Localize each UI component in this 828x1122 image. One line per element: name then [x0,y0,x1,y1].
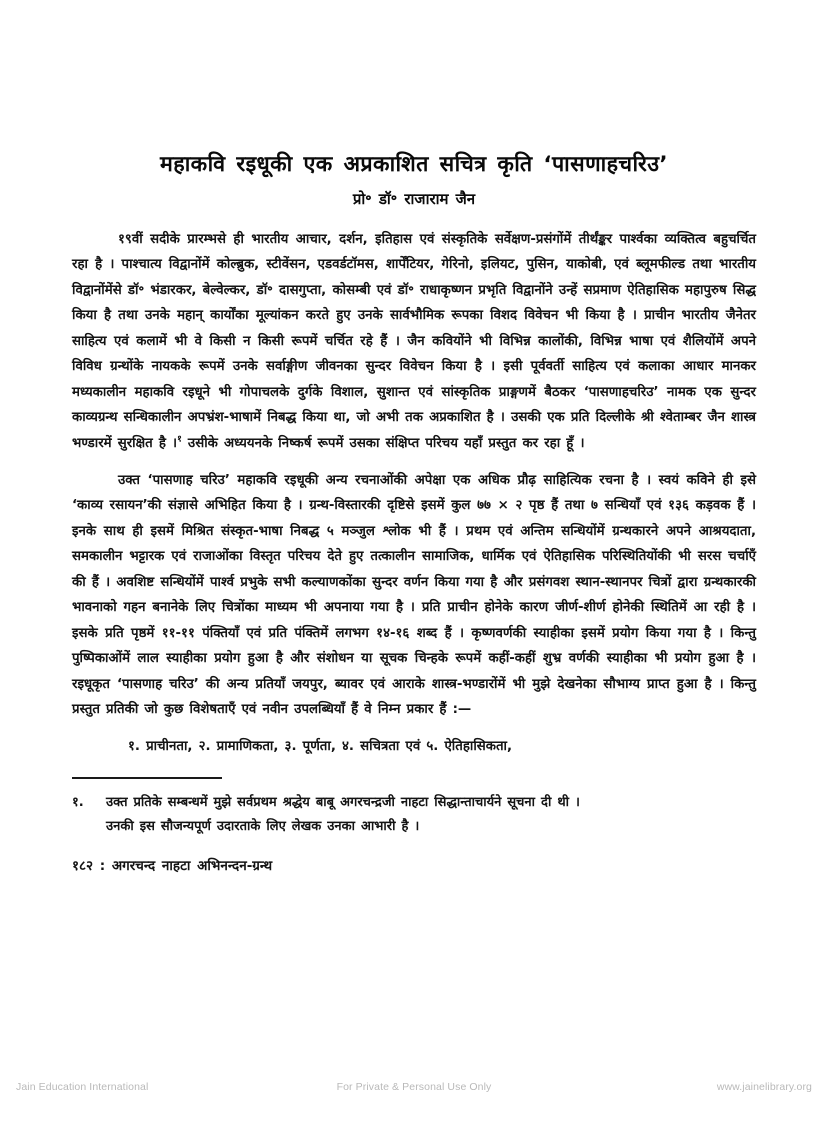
footnote-marker[interactable]: १ [177,434,182,445]
paragraph-1-text: १९वीं सदीके प्रारम्भसे ही भारतीय आचार, दर्शन, इतिहास एवं संस्कृतिके सर्वेक्षण-प्रसंगोंमें तीर्थंङ्कर पार्श्वका व्यक्तित्व बहुचर्चित रहा है । पाश्चात्य विद्वानोंमें कोल्ब्रुक, स्टीवेंसन, एडवर्डटॉमस, शार्पेंटियर, गेरिनो, इलियट, पुसिन, याकोबी, एवं ब्लूमफील्ड तथा भारतीय विद्वानोंमेंसे डॉ॰ भंडारकर, बेल्वेल्कर, डॉ॰ दासगुप्ता, कोसम्बी एवं डॉ॰ राधाकृष्णन प्रभृति विद्वानोंने उन्हें सप्रमाण ऐतिहासिक महापुरुष सिद्ध किया है तथा उनके महान् कार्योंका मूल्यांकन करते हुए उनके सार्वभौमिक रूपका विशद विवेचन भी किया है । प्राचीन भारतीय जैनेतर साहित्य एवं कलामें भी वे किसी न किसी रूपमें चर्चित रहे हैं । जैन कवियोंने भी विभिन्न कालोंकी, विभिन्न भाषा एवं शैलियोंमें अपने विविध ग्रन्थोंके नायकके रूपमें उनके सर्वाङ्गीण जीवनका सुन्दर विवेचन किया है । इसी पूर्ववर्ती साहित्य एवं कलाका आधार मानकर मध्यकालीन महाकवि रइधूने भी गोपाचलके दुर्गके विशाल, सुशान्त एवं सांस्कृतिक प्राङ्गणमें बैठकर ‘पासणाहचरिउ’ नामक एक सुन्दर काव्यग्रन्थ सन्धिकालीन अपभ्रंश-भाषामें निबद्ध किया था, जो अभी तक अप्रकाशित है । उसकी एक प्रति दिल्लीके श्री श्वेताम्बर जैन शास्त्र भण्डारमें सुरक्षित है । [72,231,756,451]
features-list-line: १. प्राचीनता, २. प्रामाणिकता, ३. पूर्णता, ४. सचित्रता एवं ५. ऐतिहासिकता, [128,738,513,754]
author-byline: प्रो॰ डॉ॰ राजाराम जैन [352,189,476,208]
body-paragraph-1 [72,227,756,457]
body-paragraph-2: उक्त ‘पासणाह चरिउ’ महाकवि रइधूकी अन्य रचनाओंकी अपेक्षा एक अधिक प्रौढ़ साहित्यिक रचना है । स्वयं कविने ही इसे ‘काव्य रसायन’की संज्ञासे अभिहित किया है । ग्रन्थ-विस्तारकी दृष्टिसे इसमें कुल ७७ × २ पृष्ठ हैं तथा ७ सन्धियाँ एवं १३६ कड़वक हैं । इनके साथ ही इसमें मिश्रित संस्कृत-भाषा निबद्ध ५ मञ्जुल श्लोक भी हैं । प्रथम एवं अन्तिम सन्धियोंमें ग्रन्थकारने अपने आश्रयदाता, समकालीन भट्टारक एवं राजाओंका विस्तृत परिचय देते हुए तत्कालीन सामाजिक, धार्मिक एवं ऐतिहासिक परिस्थितियोंकी भी सरस चर्चाएँ की हैं । अवशिष्ट सन्धियोंमें पार्श्व प्रभुके सभी कल्याणकोंका सुन्दर वर्णन किया गया है और प्रसंगवश स्थान-स्थानपर चित्रों द्वारा ग्रन्थकारकी भावनाको गहन बनानेके लिए चित्रोंका माध्यम भी अपनाया गया है । प्रति प्राचीन होनेके कारण जीर्ण-शीर्ण होनेकी स्थितिमें आ रही है । इसके प्रति पृष्ठमें ११-११ पंक्तियाँ एवं प्रति पंक्तिमें लगभग १४-१६ शब्द हैं । कृष्णवर्णकी स्याहीका इसमें प्रयोग किया गया है । किन्तु पुष्पिकाओंमें लाल स्याहीका प्रयोग हुआ है और संशोधन या सूचक चिन्हके रूपमें कहीं-कहीं शुभ्र वर्णकी स्याहीका भी प्रयोग हुआ है । रइधूकृत ‘पासणाह चरिउ’ की अन्य प्रतियाँ जयपुर, ब्यावर एवं आराके शास्त्र-भण्डारोंमें भी मुझे देखनेका सौभाग्य प्राप्त हुआ है । किन्तु प्रस्तुत प्रतिकी जो कुछ विशेषताएँ एवं नवीन उपलब्धियाँ हैं वे निम्न प्रकार हैं :— [72,472,756,718]
footer-usage-notice: For Private & Personal Use Only [336,1081,492,1093]
footnote-line-1: उक्त प्रतिके सम्बन्धमें मुझे सर्वप्रथम श्रद्धेय बाबू अगरचन्द्रजी नाहटा सिद्धान्ताचार्यने सूचना दी थी । [106,794,580,810]
paragraph-1-tail: उसीके अध्ययनके निष्कर्ष रूपमें उसका संक्षिप्त परिचय यहाँ प्रस्तुत कर रहा हूँ । [187,436,585,451]
footer-website-link[interactable]: www.jainelibrary.org [716,1081,812,1093]
footer-organization: Jain Education International [16,1081,149,1093]
footnote-separator-rule [72,777,222,779]
page-content [72,152,756,878]
footnote-line-2: उनकी इस सौजन्यपूर्ण उदारताके लिए लेखक उनका आभारी है । [106,818,420,834]
running-footer-title: १८२ : अगरचन्द नाहटा अभिनन्दन-ग्रन्थ [72,857,273,874]
footnote-number: १. [72,794,84,810]
footnote-body [106,791,756,839]
page-footer-bar [0,1070,828,1104]
footnote-entry [72,791,756,839]
page-title: महाकवि रइधूकी एक अप्रकाशित सचित्र कृति ‘पासणाहचरिउ’ [160,152,668,177]
